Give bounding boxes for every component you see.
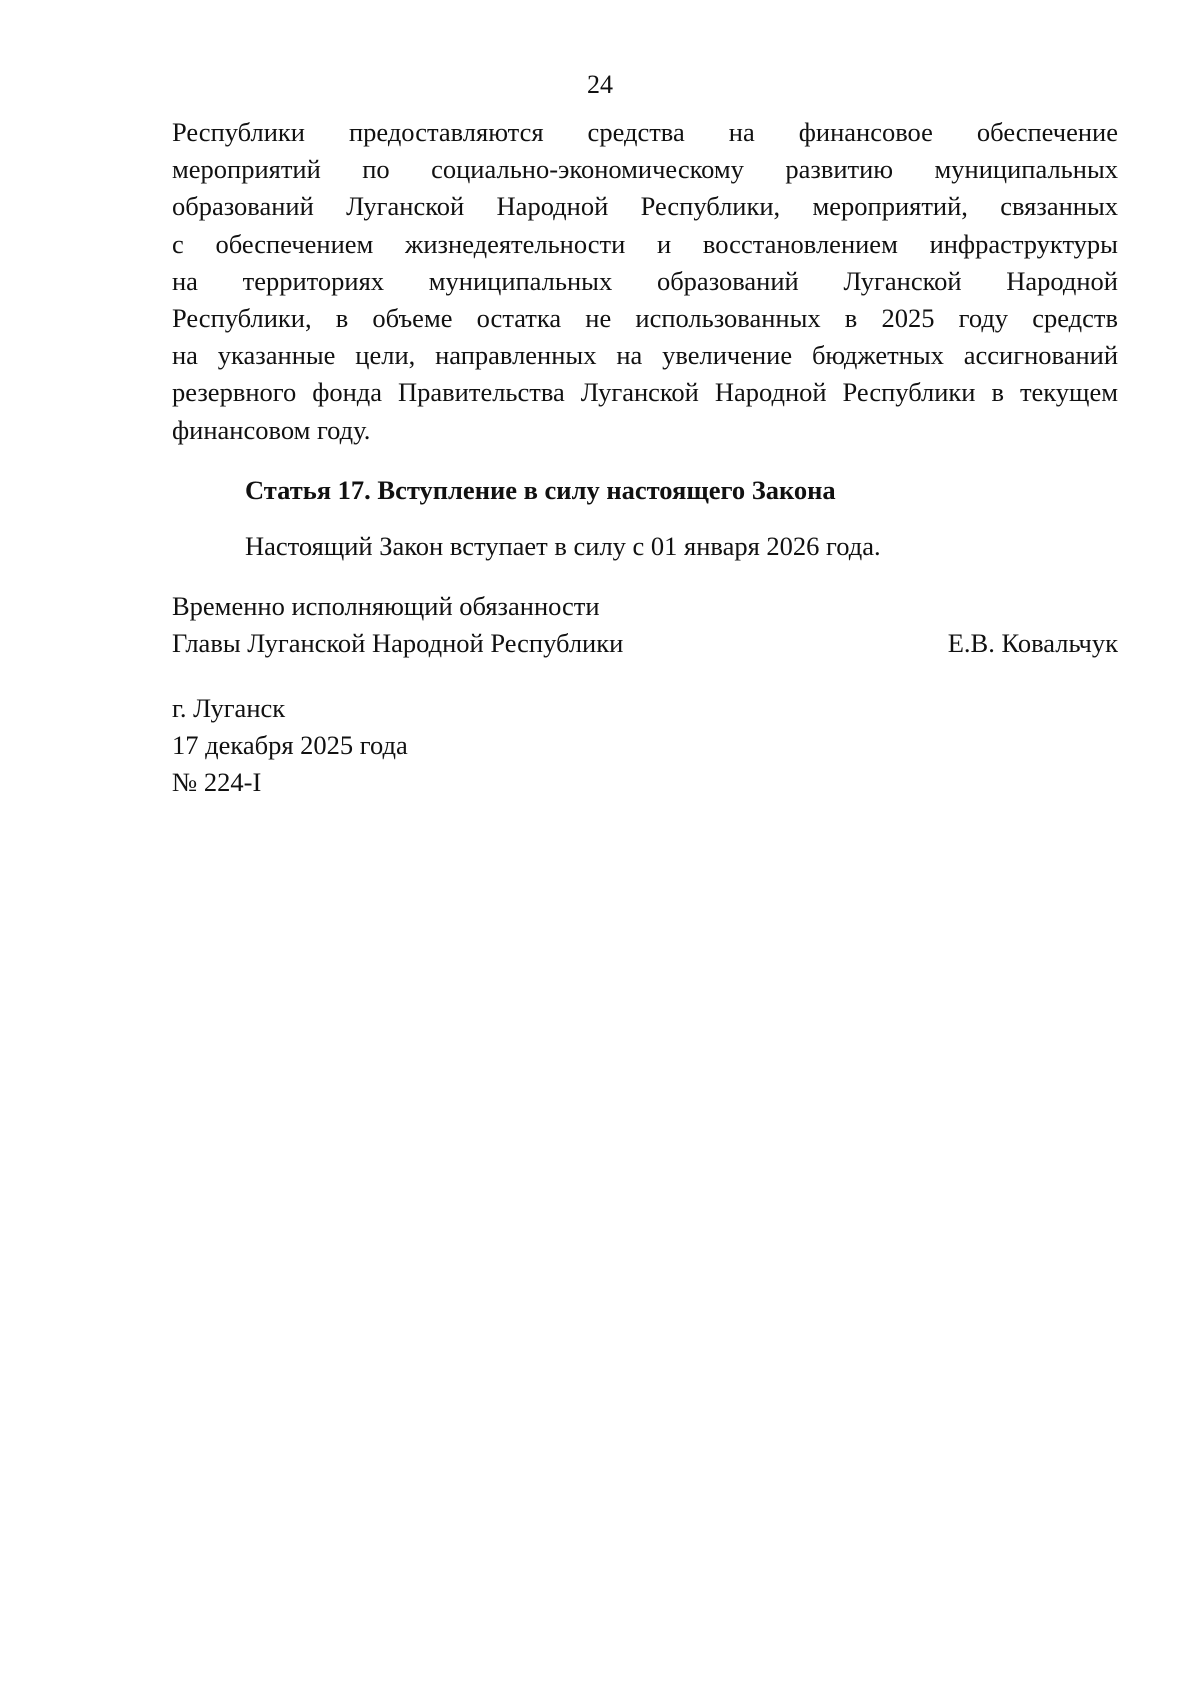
paragraph-line: Республики предоставляются средства на финансовое обеспечение <box>172 117 1118 147</box>
paragraph-line: на указанные цели, направленных на увеличение бюджетных ассигнований <box>172 340 1118 371</box>
paragraph-line: резервного фонда Правительства Луганской Народной Республики в текущем <box>172 377 1118 408</box>
article-text: Настоящий Закон вступает в силу с 01 января 2026 года. <box>245 531 881 561</box>
paragraph-line: Республики, в объеме остатка не использованных в 2025 году средств <box>172 303 1118 334</box>
city: г. Луганск <box>172 693 286 723</box>
signatory-name: Е.В. Ковальчук <box>947 628 1118 659</box>
article-heading: Статья 17. Вступление в силу настоящего Закона <box>245 475 836 505</box>
paragraph-line: мероприятий по социально-экономическому развитию муниципальных <box>172 154 1118 185</box>
signature-row <box>172 625 1118 662</box>
law-number: № 224-I <box>172 767 262 798</box>
paragraph-line: с обеспечением жизнедеятельности и восстановлением инфраструктуры <box>172 228 1118 259</box>
paragraph-line: на территориях муниципальных образований Луганской Народной <box>172 265 1118 296</box>
paragraph-line: образований Луганской Народной Республики, мероприятий, связанных <box>172 191 1118 222</box>
paragraph-line: финансовом году. <box>172 414 371 445</box>
page-number: 24 <box>587 70 613 99</box>
document-body <box>172 114 1118 798</box>
date: 17 декабря 2025 года <box>172 730 408 761</box>
place-date-block <box>172 690 1118 802</box>
continuation-paragraph <box>172 114 1118 449</box>
signatory-title-line-1: Временно исполняющий обязанности <box>172 591 600 621</box>
signature-block <box>172 588 1118 662</box>
signatory-title-line-2: Главы Луганской Народной Республики <box>172 628 624 659</box>
